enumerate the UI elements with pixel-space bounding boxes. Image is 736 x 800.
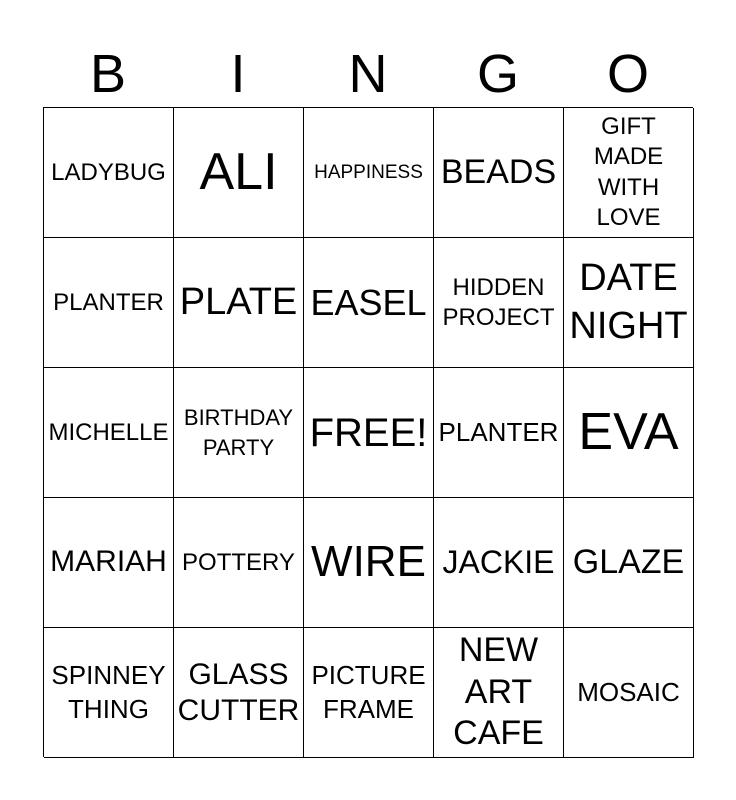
bingo-cell[interactable] (174, 498, 304, 628)
bingo-cell[interactable] (564, 238, 694, 368)
cell-label: JACKIE (442, 544, 555, 581)
header-letter-n: N (348, 44, 388, 104)
bingo-header (43, 42, 693, 106)
cell-label: PLATE (179, 280, 298, 323)
bingo-cell[interactable] (44, 368, 174, 498)
cell-label: MOSAIC (577, 676, 680, 707)
bingo-cell[interactable] (174, 238, 304, 368)
cell-label: GLAZE (572, 542, 685, 581)
cell-label: HIDDEN PROJECT (442, 273, 555, 331)
cell-label: PLANTER (53, 288, 164, 316)
bingo-cell[interactable] (44, 108, 174, 238)
bingo-cell[interactable] (304, 368, 434, 498)
bingo-cell[interactable] (564, 628, 694, 758)
bingo-cell[interactable] (434, 498, 564, 628)
cell-label: DATE NIGHT (569, 257, 688, 347)
cell-label: POTTERY (182, 548, 295, 576)
bingo-board (43, 107, 693, 757)
bingo-cell[interactable] (174, 628, 304, 758)
header-letter-g: G (476, 44, 519, 104)
cell-label: PLANTER (438, 416, 559, 447)
cell-label: LADYBUG (51, 158, 166, 186)
bingo-cell[interactable] (174, 368, 304, 498)
bingo-cell[interactable] (434, 108, 564, 238)
bingo-cell[interactable] (434, 238, 564, 368)
cell-label: PICTURE FRAME (311, 660, 426, 724)
cell-label: EVA (578, 402, 679, 461)
bingo-cell[interactable] (564, 108, 694, 238)
bingo-cell[interactable] (304, 498, 434, 628)
bingo-cell[interactable] (304, 628, 434, 758)
bingo-cell[interactable] (564, 498, 694, 628)
cell-label: NEW ART CAFE (453, 631, 544, 753)
cell-label: EASEL (310, 281, 427, 323)
cell-label: BIRTHDAY PARTY (183, 404, 294, 460)
header-letter-b: B (89, 44, 127, 104)
bingo-cell[interactable] (434, 628, 564, 758)
bingo-cell[interactable] (44, 498, 174, 628)
cell-label: GIFT MADE WITH LOVE (593, 112, 664, 231)
cell-label: ALI (199, 142, 278, 201)
cell-label: MICHELLE (48, 418, 169, 446)
bingo-cell[interactable] (564, 368, 694, 498)
cell-label: WIRE (311, 537, 426, 587)
cell-label: HAPPINESS (314, 161, 423, 183)
cell-label: MARIAH (50, 545, 167, 579)
header-letter-o: O (606, 44, 649, 104)
bingo-cell[interactable] (44, 628, 174, 758)
bingo-cell[interactable] (434, 368, 564, 498)
bingo-cell[interactable] (304, 108, 434, 238)
header-letter-i: I (230, 44, 246, 104)
bingo-cell[interactable] (304, 238, 434, 368)
cell-label: FREE! (309, 410, 428, 455)
cell-label: SPINNEY THING (51, 660, 166, 724)
cell-label: BEADS (440, 152, 557, 191)
bingo-cell[interactable] (44, 238, 174, 368)
cell-label: GLASS CUTTER (177, 657, 300, 727)
bingo-cell[interactable] (174, 108, 304, 238)
